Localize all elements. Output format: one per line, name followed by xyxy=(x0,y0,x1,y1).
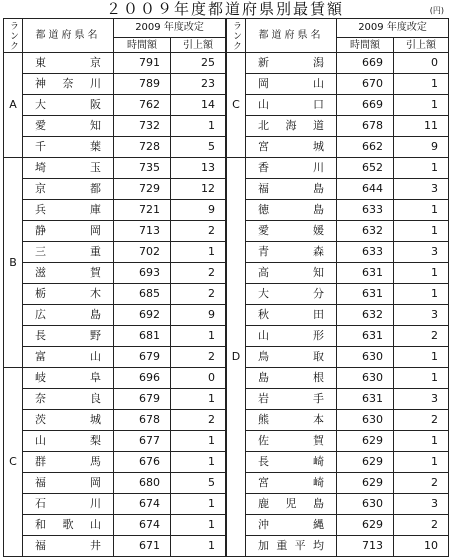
raise-cell: 3 xyxy=(394,494,449,515)
table-row xyxy=(4,116,226,137)
hourly-cell: 702 xyxy=(114,242,171,263)
hourly-cell: 681 xyxy=(114,326,171,347)
table-row xyxy=(4,137,226,158)
table-row xyxy=(4,158,226,179)
table-row xyxy=(4,389,226,410)
hourly-cell: 630 xyxy=(337,347,394,368)
prefecture-cell: 北海道 xyxy=(246,116,337,137)
prefecture-cell: 岩手 xyxy=(246,389,337,410)
prefecture-cell: 奈良 xyxy=(23,389,114,410)
prefecture-header: 都道府県名 xyxy=(23,19,114,53)
raise-cell: 2 xyxy=(394,473,449,494)
table-row xyxy=(227,263,449,284)
raise-cell: 1 xyxy=(171,536,226,557)
prefecture-cell: 山梨 xyxy=(23,431,114,452)
hourly-cell: 632 xyxy=(337,305,394,326)
hourly-cell: 721 xyxy=(114,200,171,221)
prefecture-cell: 広島 xyxy=(23,305,114,326)
raise-cell: 2 xyxy=(171,221,226,242)
table-row xyxy=(4,515,226,536)
raise-header: 引上額 xyxy=(394,38,449,53)
table-row xyxy=(4,494,226,515)
prefecture-cell: 静岡 xyxy=(23,221,114,242)
table-row xyxy=(4,221,226,242)
table-row xyxy=(4,284,226,305)
raise-cell: 1 xyxy=(394,284,449,305)
hourly-cell: 629 xyxy=(337,473,394,494)
right-wage-table xyxy=(226,18,449,557)
table-row xyxy=(227,368,449,389)
raise-cell: 1 xyxy=(171,116,226,137)
table-row xyxy=(227,452,449,473)
average-row xyxy=(227,536,449,557)
prefecture-cell: 富山 xyxy=(23,347,114,368)
table-row xyxy=(4,368,226,389)
prefecture-cell: 秋田 xyxy=(246,305,337,326)
raise-cell: 1 xyxy=(394,368,449,389)
hourly-cell: 631 xyxy=(337,326,394,347)
prefecture-cell: 石川 xyxy=(23,494,114,515)
raise-cell: 23 xyxy=(171,74,226,95)
raise-cell: 1 xyxy=(394,158,449,179)
raise-cell: 9 xyxy=(394,137,449,158)
hourly-cell: 633 xyxy=(337,200,394,221)
hourly-cell: 678 xyxy=(114,410,171,431)
prefecture-cell: 福島 xyxy=(246,179,337,200)
raise-cell: 0 xyxy=(171,368,226,389)
hourly-cell: 728 xyxy=(114,137,171,158)
table-row xyxy=(4,473,226,494)
table-row xyxy=(227,53,449,74)
raise-cell: 1 xyxy=(394,74,449,95)
hourly-cell: 735 xyxy=(114,158,171,179)
rank-header: ランク xyxy=(227,19,246,53)
prefecture-cell: 大阪 xyxy=(23,95,114,116)
hourly-cell: 679 xyxy=(114,347,171,368)
hourly-cell: 732 xyxy=(114,116,171,137)
hourly-cell: 693 xyxy=(114,263,171,284)
prefecture-cell: 高知 xyxy=(246,263,337,284)
raise-cell: 1 xyxy=(394,263,449,284)
hourly-cell: 630 xyxy=(337,368,394,389)
hourly-cell: 692 xyxy=(114,305,171,326)
hourly-cell: 791 xyxy=(114,53,171,74)
hourly-cell: 632 xyxy=(337,221,394,242)
prefecture-cell: 熊本 xyxy=(246,410,337,431)
prefecture-cell: 福井 xyxy=(23,536,114,557)
raise-cell: 2 xyxy=(171,284,226,305)
raise-header: 引上額 xyxy=(171,38,226,53)
raise-cell: 1 xyxy=(171,242,226,263)
raise-cell: 12 xyxy=(171,179,226,200)
prefecture-cell: 青森 xyxy=(246,242,337,263)
raise-cell: 1 xyxy=(171,389,226,410)
hourly-cell: 713 xyxy=(114,221,171,242)
prefecture-cell: 愛知 xyxy=(23,116,114,137)
raise-cell: 25 xyxy=(171,53,226,74)
raise-cell: 9 xyxy=(171,305,226,326)
raise-cell: 1 xyxy=(394,347,449,368)
hourly-cell: 633 xyxy=(337,242,394,263)
prefecture-cell: 和歌山 xyxy=(23,515,114,536)
table-row xyxy=(227,473,449,494)
prefecture-cell: 栃木 xyxy=(23,284,114,305)
hourly-cell: 677 xyxy=(114,431,171,452)
table-row xyxy=(4,263,226,284)
raise-cell: 3 xyxy=(394,242,449,263)
prefecture-cell: 山形 xyxy=(246,326,337,347)
hourly-cell: 629 xyxy=(337,515,394,536)
year-header: 2009 年度改定 xyxy=(114,19,226,38)
prefecture-cell: 埼玉 xyxy=(23,158,114,179)
raise-cell: 1 xyxy=(394,200,449,221)
prefecture-cell: 徳島 xyxy=(246,200,337,221)
table-row xyxy=(227,431,449,452)
prefecture-cell: 千葉 xyxy=(23,137,114,158)
hourly-cell: 629 xyxy=(337,452,394,473)
table-row xyxy=(227,221,449,242)
hourly-cell: 669 xyxy=(337,95,394,116)
prefecture-cell: 兵庫 xyxy=(23,200,114,221)
hourly-cell: 762 xyxy=(114,95,171,116)
raise-cell: 9 xyxy=(171,200,226,221)
raise-cell: 3 xyxy=(394,389,449,410)
raise-cell: 1 xyxy=(171,494,226,515)
raise-cell: 11 xyxy=(394,116,449,137)
hourly-cell: 678 xyxy=(337,116,394,137)
raise-cell: 1 xyxy=(394,452,449,473)
table-row xyxy=(227,179,449,200)
raise-cell: 1 xyxy=(394,221,449,242)
prefecture-cell: 福岡 xyxy=(23,473,114,494)
table-row xyxy=(4,179,226,200)
prefecture-cell: 岡山 xyxy=(246,74,337,95)
prefecture-cell: 佐賀 xyxy=(246,431,337,452)
hourly-cell: 669 xyxy=(337,53,394,74)
raise-cell: 2 xyxy=(394,326,449,347)
prefecture-cell: 鹿児島 xyxy=(246,494,337,515)
raise-cell: 5 xyxy=(171,137,226,158)
raise-cell: 14 xyxy=(171,95,226,116)
hourly-cell: 631 xyxy=(337,284,394,305)
prefecture-cell: 香川 xyxy=(246,158,337,179)
prefecture-cell: 宮城 xyxy=(246,137,337,158)
table-row xyxy=(227,116,449,137)
hourly-cell: 679 xyxy=(114,389,171,410)
unit-label: (円) xyxy=(429,6,444,15)
table-row xyxy=(4,74,226,95)
raise-cell: 13 xyxy=(171,158,226,179)
average-raise: 10 xyxy=(394,536,449,557)
prefecture-cell: 岐阜 xyxy=(23,368,114,389)
rank-cell: C xyxy=(4,368,23,557)
raise-cell: 1 xyxy=(171,515,226,536)
table-row xyxy=(227,305,449,326)
average-label: 加重平均 xyxy=(246,536,337,557)
table-row xyxy=(227,137,449,158)
raise-cell: 1 xyxy=(171,431,226,452)
table-row xyxy=(227,494,449,515)
hourly-cell: 671 xyxy=(114,536,171,557)
raise-cell: 5 xyxy=(171,473,226,494)
table-row xyxy=(227,242,449,263)
hourly-cell: 680 xyxy=(114,473,171,494)
prefecture-cell: 東京 xyxy=(23,53,114,74)
hourly-cell: 670 xyxy=(337,74,394,95)
table-row xyxy=(4,536,226,557)
prefecture-cell: 大分 xyxy=(246,284,337,305)
table-row xyxy=(4,452,226,473)
prefecture-header: 都道府県名 xyxy=(246,19,337,53)
hourly-header: 時間額 xyxy=(114,38,171,53)
average-hourly: 713 xyxy=(337,536,394,557)
table-row xyxy=(227,326,449,347)
hourly-cell: 629 xyxy=(337,431,394,452)
table-row xyxy=(227,200,449,221)
raise-cell: 2 xyxy=(171,347,226,368)
raise-cell: 2 xyxy=(171,263,226,284)
prefecture-cell: 群馬 xyxy=(23,452,114,473)
raise-cell: 1 xyxy=(394,95,449,116)
prefecture-cell: 神奈川 xyxy=(23,74,114,95)
table-row xyxy=(227,389,449,410)
prefecture-cell: 新潟 xyxy=(246,53,337,74)
table-row xyxy=(227,515,449,536)
hourly-cell: 696 xyxy=(114,368,171,389)
table-row xyxy=(227,284,449,305)
raise-cell: 1 xyxy=(394,431,449,452)
table-row xyxy=(227,158,449,179)
table-row xyxy=(4,410,226,431)
prefecture-cell: 長崎 xyxy=(246,452,337,473)
table-row xyxy=(227,410,449,431)
year-header: 2009 年度改定 xyxy=(337,19,449,38)
hourly-cell: 630 xyxy=(337,410,394,431)
prefecture-cell: 長野 xyxy=(23,326,114,347)
raise-cell: 1 xyxy=(171,326,226,347)
raise-cell: 3 xyxy=(394,179,449,200)
rank-header: ランク xyxy=(4,19,23,53)
prefecture-cell: 愛媛 xyxy=(246,221,337,242)
left-wage-table xyxy=(3,18,226,557)
raise-cell: 0 xyxy=(394,53,449,74)
hourly-cell: 789 xyxy=(114,74,171,95)
raise-cell: 3 xyxy=(394,305,449,326)
prefecture-cell: 沖縄 xyxy=(246,515,337,536)
table-row xyxy=(4,95,226,116)
prefecture-cell: 宮崎 xyxy=(246,473,337,494)
hourly-cell: 685 xyxy=(114,284,171,305)
raise-cell: 2 xyxy=(394,515,449,536)
hourly-cell: 662 xyxy=(337,137,394,158)
rank-cell: D xyxy=(227,158,246,557)
prefecture-cell: 島根 xyxy=(246,368,337,389)
prefecture-cell: 三重 xyxy=(23,242,114,263)
prefecture-cell: 京都 xyxy=(23,179,114,200)
prefecture-cell: 山口 xyxy=(246,95,337,116)
hourly-cell: 630 xyxy=(337,494,394,515)
hourly-cell: 676 xyxy=(114,452,171,473)
hourly-cell: 631 xyxy=(337,263,394,284)
page-title: ２００９年度都道府県別最賃額 xyxy=(105,0,344,18)
hourly-cell: 644 xyxy=(337,179,394,200)
table-row xyxy=(4,347,226,368)
prefecture-cell: 鳥取 xyxy=(246,347,337,368)
hourly-cell: 674 xyxy=(114,494,171,515)
hourly-cell: 674 xyxy=(114,515,171,536)
hourly-cell: 652 xyxy=(337,158,394,179)
table-row xyxy=(227,347,449,368)
raise-cell: 2 xyxy=(171,410,226,431)
hourly-cell: 729 xyxy=(114,179,171,200)
prefecture-cell: 茨城 xyxy=(23,410,114,431)
table-row xyxy=(227,95,449,116)
raise-cell: 2 xyxy=(394,410,449,431)
hourly-cell: 631 xyxy=(337,389,394,410)
rank-cell: B xyxy=(4,158,23,368)
table-row xyxy=(4,242,226,263)
table-row xyxy=(4,431,226,452)
prefecture-cell: 滋賀 xyxy=(23,263,114,284)
table-row xyxy=(4,53,226,74)
raise-cell: 1 xyxy=(171,452,226,473)
table-row xyxy=(4,200,226,221)
table-row xyxy=(227,74,449,95)
rank-cell: C xyxy=(227,53,246,158)
hourly-header: 時間額 xyxy=(337,38,394,53)
rank-cell: A xyxy=(4,53,23,158)
table-row xyxy=(4,305,226,326)
table-row xyxy=(4,326,226,347)
